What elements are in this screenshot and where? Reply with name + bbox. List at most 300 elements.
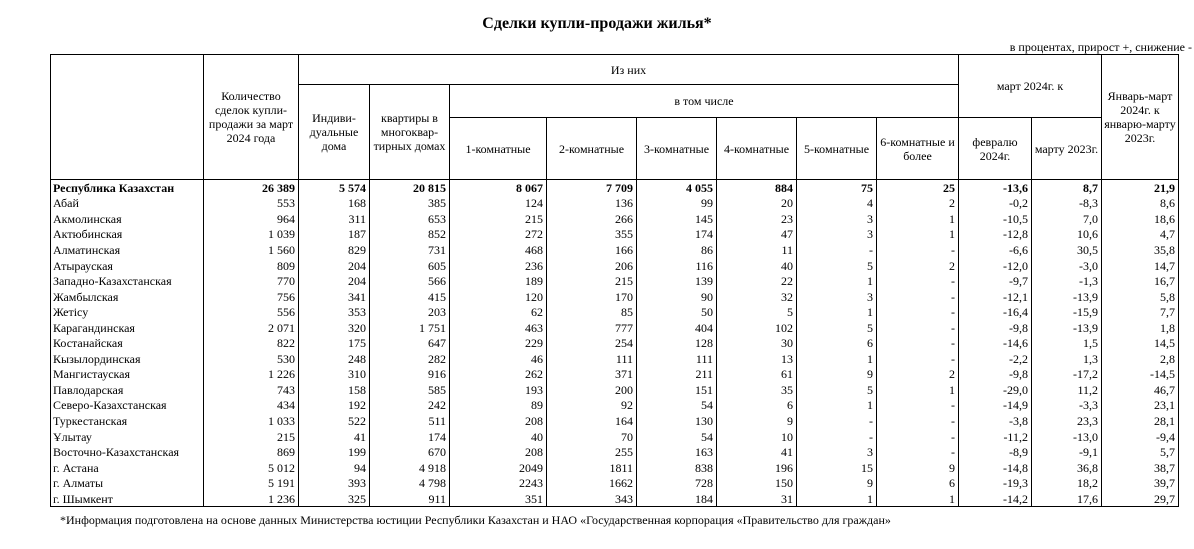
table-cell: 192 [299,398,370,414]
table-cell: 731 [370,242,450,258]
table-cell: 25 [877,180,959,196]
table-cell: 728 [637,475,717,491]
table-cell: 151 [637,382,717,398]
table-cell: 29,7 [1102,491,1179,507]
table-cell: -10,5 [959,211,1032,227]
table-cell: - [877,429,959,445]
table-cell: 208 [450,444,547,460]
table-cell: -8,3 [1032,196,1102,212]
table-cell: -9,1 [1032,444,1102,460]
table-cell: 40 [450,429,547,445]
table-cell: 5 012 [204,460,299,476]
table-cell: 605 [370,258,450,274]
table-cell: - [877,273,959,289]
table-cell: 585 [370,382,450,398]
table-row [51,242,1179,258]
table-cell: 7 709 [547,180,637,196]
table-cell: 120 [450,289,547,305]
table-cell: - [797,429,877,445]
table-cell: 8,6 [1102,196,1179,212]
table-cell: 128 [637,335,717,351]
table-cell: 385 [370,196,450,212]
table-cell: 852 [370,227,450,243]
table-cell: 282 [370,351,450,367]
table-cell: 116 [637,258,717,274]
table-cell: 30,5 [1032,242,1102,258]
table-cell: 236 [450,258,547,274]
table-cell: - [877,398,959,414]
table-cell: - [877,242,959,258]
table-cell: -11,2 [959,429,1032,445]
table-cell: 215 [547,273,637,289]
table-cell: 1 236 [204,491,299,507]
region-name: г. Алматы [51,475,204,491]
table-cell: 21,9 [1102,180,1179,196]
region-header [51,55,204,180]
table-cell: 174 [370,429,450,445]
table-cell: 158 [299,382,370,398]
table-cell: 23,3 [1032,413,1102,429]
table-cell: 7,0 [1032,211,1102,227]
table-cell: 670 [370,444,450,460]
table-cell: 189 [450,273,547,289]
table-cell: 136 [547,196,637,212]
table-cell: 6 [797,335,877,351]
table-cell: 175 [299,335,370,351]
table-cell: 30 [717,335,797,351]
table-cell: 5,8 [1102,289,1179,305]
table-row [51,273,1179,289]
table-cell: 23 [717,211,797,227]
table-cell: -29,0 [959,382,1032,398]
region-name: г. Астана [51,460,204,476]
region-name: Жамбылская [51,289,204,305]
table-row [51,196,1179,212]
table-cell: 1 033 [204,413,299,429]
table-cell: -14,8 [959,460,1032,476]
table-cell: 187 [299,227,370,243]
table-cell: 1 039 [204,227,299,243]
table-cell: -13,9 [1032,320,1102,336]
table-row-total [51,180,1179,196]
table-cell: 838 [637,460,717,476]
region-name: Акмолинская [51,211,204,227]
table-cell: 647 [370,335,450,351]
table-cell: 1662 [547,475,637,491]
table-cell: 1 [797,491,877,507]
table-cell: 16,7 [1102,273,1179,289]
table-cell: 1 226 [204,367,299,383]
table-cell: -15,9 [1032,304,1102,320]
table-cell: 9 [877,460,959,476]
table-row [51,258,1179,274]
table-cell: -13,0 [1032,429,1102,445]
table-cell: 311 [299,211,370,227]
table-cell: 203 [370,304,450,320]
table-cell: -3,8 [959,413,1032,429]
table-cell: 102 [717,320,797,336]
table-cell: 770 [204,273,299,289]
table-row [51,227,1179,243]
table-cell: 204 [299,258,370,274]
table-cell: -9,7 [959,273,1032,289]
table-cell: 777 [547,320,637,336]
table-cell: 31 [717,491,797,507]
table-cell: 1 [877,382,959,398]
of-them-header: Из них [299,55,959,85]
table-cell: -3,0 [1032,258,1102,274]
mar-header: марту 2023г. [1032,118,1102,180]
table-cell: 242 [370,398,450,414]
table-cell: 229 [450,335,547,351]
table-cell: 8 067 [450,180,547,196]
table-cell: 2049 [450,460,547,476]
table-row [51,398,1179,414]
table-cell: -1,3 [1032,273,1102,289]
table-cell: 47 [717,227,797,243]
room1-header: 1-комнатные [450,118,547,180]
table-cell: 556 [204,304,299,320]
room2-header: 2-комнатные [547,118,637,180]
table-cell: 150 [717,475,797,491]
table-cell: 208 [450,413,547,429]
table-cell: 26 389 [204,180,299,196]
table-cell: -13,6 [959,180,1032,196]
table-cell: -14,9 [959,398,1032,414]
table-cell: 145 [637,211,717,227]
table-cell: 4 055 [637,180,717,196]
table-cell: -14,6 [959,335,1032,351]
table-cell: 5 191 [204,475,299,491]
table-cell: 1811 [547,460,637,476]
table-cell: - [797,413,877,429]
table-cell: 566 [370,273,450,289]
table-cell: 743 [204,382,299,398]
table-cell: - [797,242,877,258]
table-cell: 211 [637,367,717,383]
apartments-header: квартиры в многоквар-тирных домах [370,85,450,180]
table-cell: 4 918 [370,460,450,476]
room5-header: 5-комнатные [797,118,877,180]
table-cell: 829 [299,242,370,258]
table-cell: 111 [637,351,717,367]
table-cell: 8,7 [1032,180,1102,196]
table-cell: 14,5 [1102,335,1179,351]
including-header: в том числе [450,85,959,118]
table-cell: - [877,304,959,320]
table-cell: 17,6 [1032,491,1102,507]
table-cell: 41 [717,444,797,460]
region-name: Кызылординская [51,351,204,367]
table-cell: 70 [547,429,637,445]
table-cell: 5 [797,320,877,336]
table-cell: 23,1 [1102,398,1179,414]
footnote: *Информация подготовлена на основе данных Министерства юстиции Республики Казахстан и НАО «Государственная корпорация «Правительство для граждан» [60,513,891,527]
table-cell: 463 [450,320,547,336]
table-cell: - [877,320,959,336]
table-cell: -9,8 [959,367,1032,383]
table-cell: 35 [717,382,797,398]
units-note: в процентах, прирост +, снижение - [1009,40,1192,54]
table-cell: 809 [204,258,299,274]
table-cell: 916 [370,367,450,383]
table-cell: 166 [547,242,637,258]
table-cell: 22 [717,273,797,289]
table-cell: -14,5 [1102,367,1179,383]
table-cell: 15 [797,460,877,476]
table-row [51,320,1179,336]
table-cell: 7,7 [1102,304,1179,320]
table-cell: 54 [637,398,717,414]
table-cell: 215 [450,211,547,227]
table-row [51,460,1179,476]
sales-table [50,54,1179,507]
table-cell: 54 [637,429,717,445]
room4-header: 4-комнатные [717,118,797,180]
table-cell: 553 [204,196,299,212]
table-cell: -17,2 [1032,367,1102,383]
table-row [51,444,1179,460]
table-row [51,351,1179,367]
table-cell: 215 [204,429,299,445]
table-cell: 511 [370,413,450,429]
table-cell: 266 [547,211,637,227]
table-cell: - [877,289,959,305]
table-cell: 3 [797,211,877,227]
table-cell: 393 [299,475,370,491]
table-cell: 3 [797,227,877,243]
table-cell: 6 [717,398,797,414]
table-header [51,55,1179,180]
table-cell: 468 [450,242,547,258]
table-cell: 5 [797,258,877,274]
table-cell: -9,4 [1102,429,1179,445]
table-cell: - [877,413,959,429]
table-cell: 75 [797,180,877,196]
table-cell: 964 [204,211,299,227]
table-cell: 5 574 [299,180,370,196]
table-cell: 196 [717,460,797,476]
table-cell: -0,2 [959,196,1032,212]
table-cell: 248 [299,351,370,367]
table-cell: - [877,335,959,351]
table-cell: 94 [299,460,370,476]
table-cell: 343 [547,491,637,507]
table-cell: 199 [299,444,370,460]
table-cell: -12,8 [959,227,1032,243]
table-cell: 1 [797,351,877,367]
table-cell: -16,4 [959,304,1032,320]
table-cell: 351 [450,491,547,507]
region-name: Карагандинская [51,320,204,336]
table-cell: -14,2 [959,491,1032,507]
table-cell: -9,8 [959,320,1032,336]
table-cell: 20 [717,196,797,212]
table-cell: 9 [797,475,877,491]
individual-header: Индиви-дуальные дома [299,85,370,180]
table-cell: 124 [450,196,547,212]
table-cell: 355 [547,227,637,243]
region-name: Актюбинская [51,227,204,243]
table-cell: 184 [637,491,717,507]
table-cell: 1 [877,211,959,227]
table-cell: 18,6 [1102,211,1179,227]
table-cell: 320 [299,320,370,336]
table-cell: 11 [717,242,797,258]
table-cell: 3 [797,444,877,460]
table-cell: 353 [299,304,370,320]
table-cell: 1 [797,398,877,414]
table-cell: 85 [547,304,637,320]
table-cell: 41 [299,429,370,445]
table-cell: -3,3 [1032,398,1102,414]
table-cell: 204 [299,273,370,289]
janmar-header: Январь-март 2024г. к январю-марту 2023г. [1102,55,1179,180]
table-cell: 32 [717,289,797,305]
table-cell: -12,0 [959,258,1032,274]
table-cell: 10,6 [1032,227,1102,243]
table-cell: -12,1 [959,289,1032,305]
table-cell: 9 [717,413,797,429]
table-cell: 255 [547,444,637,460]
table-cell: 4,7 [1102,227,1179,243]
table-cell: 4 798 [370,475,450,491]
table-cell: 50 [637,304,717,320]
table-cell: 5 [717,304,797,320]
table-cell: 62 [450,304,547,320]
table-cell: 46,7 [1102,382,1179,398]
table-cell: 415 [370,289,450,305]
table-cell: 884 [717,180,797,196]
page-title: Сделки купли-продажи жилья* [482,15,712,32]
table-cell: 99 [637,196,717,212]
region-name: Республика Казахстан [51,180,204,196]
table-cell: 822 [204,335,299,351]
table-cell: 163 [637,444,717,460]
region-name: Алматинская [51,242,204,258]
table-cell: 756 [204,289,299,305]
table-cell: - [877,444,959,460]
table-cell: -13,9 [1032,289,1102,305]
table-cell: 200 [547,382,637,398]
table-cell: -19,3 [959,475,1032,491]
table-cell: 170 [547,289,637,305]
table-cell: 9 [797,367,877,383]
table-cell: 168 [299,196,370,212]
table-cell: 1,8 [1102,320,1179,336]
region-name: г. Шымкент [51,491,204,507]
table-cell: 262 [450,367,547,383]
table-cell: 10 [717,429,797,445]
table-cell: 4 [797,196,877,212]
table-cell: 530 [204,351,299,367]
table-cell: 39,7 [1102,475,1179,491]
table-cell: 36,8 [1032,460,1102,476]
table-cell: 139 [637,273,717,289]
table-row [51,382,1179,398]
table-row [51,429,1179,445]
table-cell: -2,2 [959,351,1032,367]
table-cell: 1 [877,491,959,507]
table-cell: 164 [547,413,637,429]
region-name: Костанайская [51,335,204,351]
table-cell: 18,2 [1032,475,1102,491]
table-cell: 653 [370,211,450,227]
table-cell: 404 [637,320,717,336]
table-cell: 2243 [450,475,547,491]
table-cell: 1 [797,273,877,289]
feb-header: февралю 2024г. [959,118,1032,180]
region-name: Северо-Казахстанская [51,398,204,414]
region-name: Атырауская [51,258,204,274]
table-cell: 2 [877,258,959,274]
table-cell: 174 [637,227,717,243]
table-cell: 272 [450,227,547,243]
table-body [51,180,1179,507]
table-cell: 38,7 [1102,460,1179,476]
room3-header: 3-комнатные [637,118,717,180]
table-cell: 341 [299,289,370,305]
table-cell: 869 [204,444,299,460]
table-row [51,475,1179,491]
table-cell: 40 [717,258,797,274]
table-cell: -8,9 [959,444,1032,460]
room6-header: 6-комнатные и более [877,118,959,180]
table-cell: 20 815 [370,180,450,196]
region-name: Абай [51,196,204,212]
march-to-header: март 2024г. к [959,55,1102,118]
region-name: Ұлытау [51,429,204,445]
table-cell: 206 [547,258,637,274]
table-cell: 2 [877,367,959,383]
region-name: Мангистауская [51,367,204,383]
table-cell: 1,3 [1032,351,1102,367]
region-name: Туркестанская [51,413,204,429]
table-cell: 130 [637,413,717,429]
table-cell: 89 [450,398,547,414]
table-cell: 13 [717,351,797,367]
table-row [51,289,1179,305]
table-row [51,491,1179,507]
region-name: Западно-Казахстанская [51,273,204,289]
table-cell: 1 751 [370,320,450,336]
table-cell: 28,1 [1102,413,1179,429]
table-row [51,211,1179,227]
table-cell: -6,6 [959,242,1032,258]
table-row [51,335,1179,351]
table-cell: 371 [547,367,637,383]
table-cell: 911 [370,491,450,507]
count-header: Количество сделок купли-продажи за март 2024 года [204,55,299,180]
table-cell: 434 [204,398,299,414]
table-row [51,413,1179,429]
region-name: Восточно-Казахстанская [51,444,204,460]
table-cell: 310 [299,367,370,383]
table-cell: - [877,351,959,367]
table-cell: 2 071 [204,320,299,336]
table-cell: 86 [637,242,717,258]
table-cell: 90 [637,289,717,305]
table-cell: 35,8 [1102,242,1179,258]
table-cell: 2 [877,196,959,212]
table-cell: 11,2 [1032,382,1102,398]
region-name: Павлодарская [51,382,204,398]
table-cell: 61 [717,367,797,383]
table-cell: 5,7 [1102,444,1179,460]
table-cell: 3 [797,289,877,305]
table-cell: 6 [877,475,959,491]
table-cell: 46 [450,351,547,367]
